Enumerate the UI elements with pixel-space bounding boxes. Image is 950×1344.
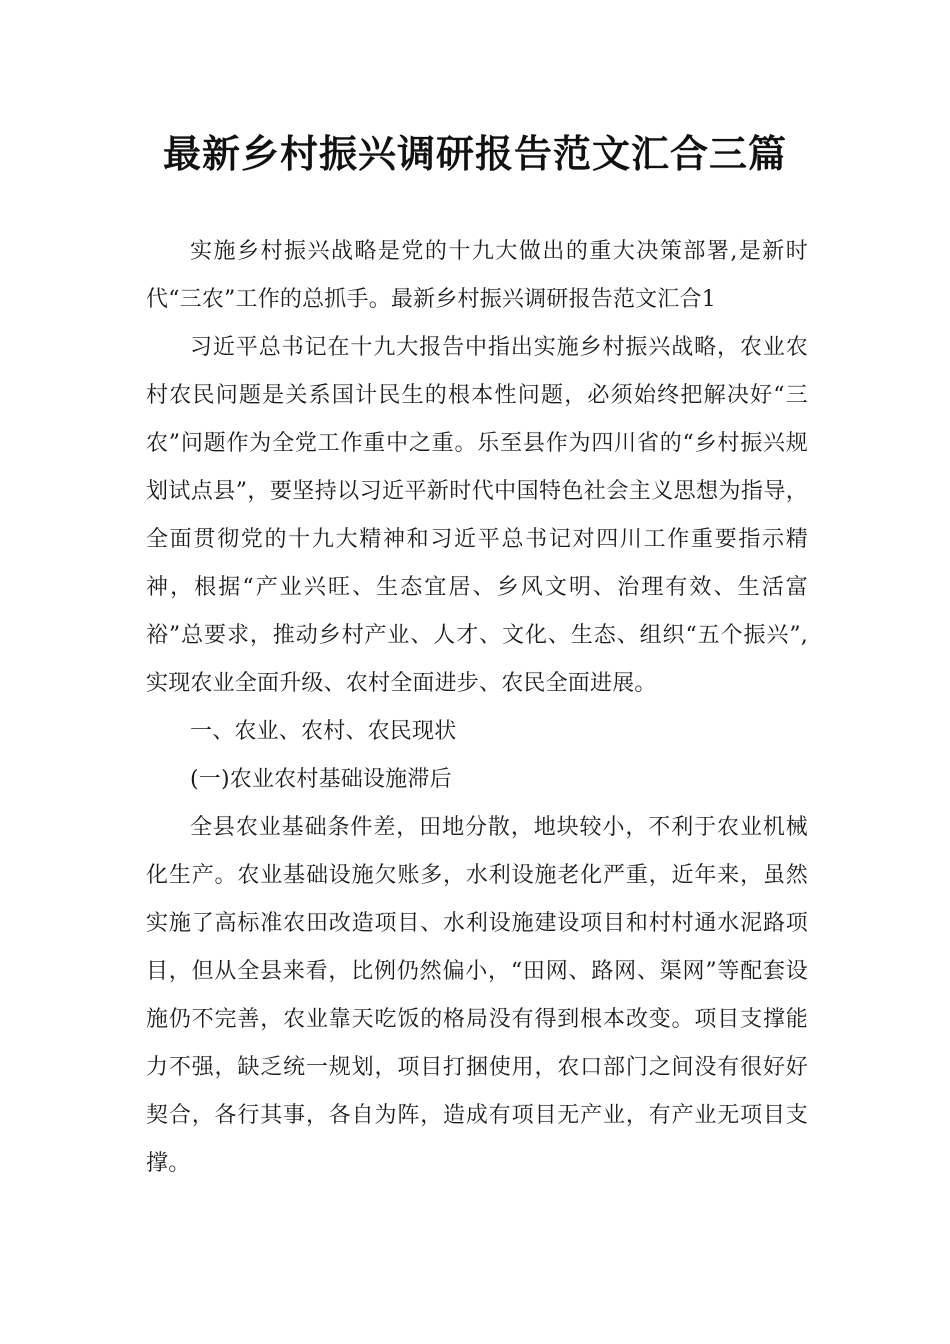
- section-heading: 一、农业、农村、农民现状: [190, 719, 457, 744]
- document-title: 最新乡村振兴调研报告范文汇合三篇: [162, 132, 787, 176]
- subsection-heading: (一)农业农村基础设施滞后: [190, 767, 452, 792]
- body-paragraph: 习近平总书记在十九大报告中指出实施乡村振兴战略，农业农村农民问题是关系国计民生的根本性问题，必须始终把解决好“三农”问题作为全党工作重中之重。乐至县作为四川省的“乡村振兴规划试点县”，要坚持以习近平新时代中国特色社会主义思想为指导，全面贯彻党的十九大精神和习近平总书记对四川工作重要指示精神，根据“产业兴旺、生态宜居、乡风文明、治理有效、生活富裕”总要求，推动乡村产业、人才、文化、生态、组织“五个振兴”,实现农业全面升级、农村全面进步、农民全面进展。: [146, 335, 808, 696]
- body-paragraph: 全县农业基础条件差，田地分散，地块较小，不利于农业机械化生产。农业基础设施欠账多，水利设施老化严重，近年来，虽然实施了高标准农田改造项目、水利设施建设项目和村村通水泥路项目，但从全县来看，比例仍然偏小，“田网、路网、渠网”等配套设施仍不完善，农业靠天吃饭的格局没有得到根本改变。项目支撑能力不强，缺乏统一规划，项目打捆使用，农口部门之间没有很好好契合，各行其事，各自为阵，造成有项目无产业，有产业无项目支撑。: [146, 815, 808, 1176]
- document-body: [146, 228, 808, 1188]
- intro-paragraph: 实施乡村振兴战略是党的十九大做出的重大决策部署,是新时代“三农”工作的总抓手。最新乡村振兴调研报告范文汇合1: [146, 239, 808, 312]
